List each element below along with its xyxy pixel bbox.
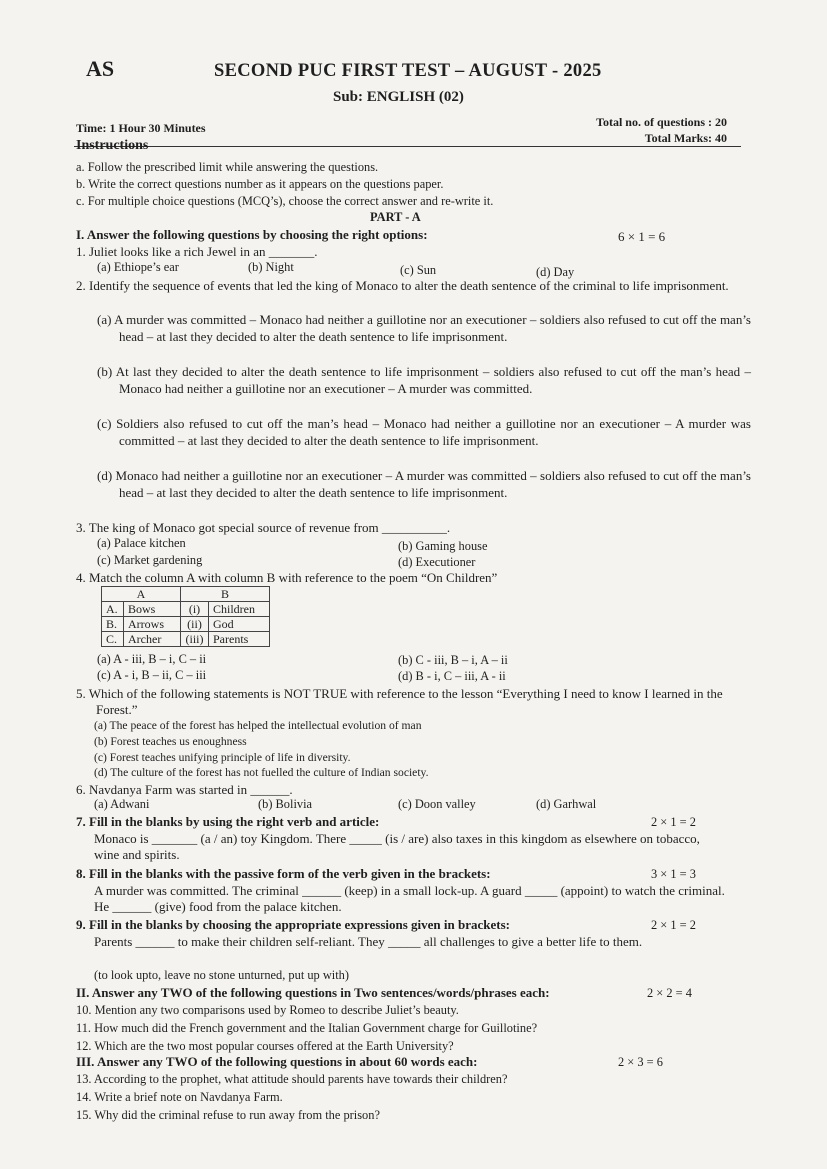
question-7-body: Monaco is _______ (a / an) toy Kingdom. There _____ (is / are) also taxes in this kingdom as elsewhere on tobacco, wine and spirits.	[94, 831, 700, 862]
option-d: (d) Monaco had neither a guillotine nor an executioner – A murder was committed – soldiers also refused to cut off the man’s head – at last they decided to alter the death sentence to life imprisonment.	[97, 468, 751, 500]
option-d: (d) The culture of the forest has not fuelled the culture of Indian society.	[94, 766, 429, 779]
option-a: (a) A - iii, B – i, C – ii	[97, 652, 207, 666]
table-row	[102, 632, 270, 647]
option-d: (d) Garhwal	[536, 797, 597, 811]
question-2: 2. Identify the sequence of events that led the king of Monaco to alter the death sentence of the criminal to life imprisonment.	[76, 278, 729, 293]
option-c: (c) Soldiers also refused to cut off the man’s head – Monaco had neither a guillotine nor an executioner – A murder was committed – at last they decided to alter the death sentence to life imprisonment.	[97, 416, 751, 448]
section-3-heading: III. Answer any TWO of the following questions in about 60 words each:	[76, 1054, 478, 1069]
question-6: 6. Navdanya Farm was started in ______.	[76, 782, 293, 797]
option-a: (a) Palace kitchen	[97, 536, 186, 550]
question-15: 15. Why did the criminal refuse to run away from the prison?	[76, 1108, 380, 1122]
question-12: 12. Which are the two most popular courses offered at the Earth University?	[76, 1039, 454, 1053]
subject-line: Sub: ENGLISH (02)	[333, 89, 464, 105]
header-divider	[74, 146, 741, 147]
option-c: (c) A - i, B – ii, C – iii	[97, 668, 207, 682]
option-a: (a) The peace of the forest has helped the intellectual evolution of man	[94, 719, 422, 732]
option-b: (b) Bolivia	[258, 797, 313, 811]
paper-code: AS	[86, 56, 115, 81]
column-b-cell: Parents	[209, 632, 270, 647]
question-8-heading: 8. Fill in the blanks with the passive form of the verb given in the brackets:	[76, 866, 491, 881]
instruction-item: a. Follow the prescribed limit while answering the questions.	[76, 160, 379, 174]
row-number: (iii)	[181, 632, 209, 647]
total-questions: Total no. of questions : 20	[596, 115, 727, 129]
instructions-heading: Instructions	[76, 138, 149, 153]
option-b: (b) Gaming house	[398, 539, 488, 553]
question-8-body: A murder was committed. The criminal ______ (keep) in a small lock-up. A guard _____ (appoint) to watch the criminal. He ______ (give) food from the palace kitchen.	[94, 883, 725, 914]
option-b: (b) Forest teaches us enoughness	[94, 735, 247, 748]
question-9-heading: 9. Fill in the blanks by choosing the appropriate expressions given in brackets:	[76, 917, 510, 932]
question-10: 10. Mention any two comparisons used by Romeo to describe Juliet’s beauty.	[76, 1003, 459, 1017]
time-duration: Time: 1 Hour 30 Minutes	[76, 121, 206, 135]
table-row	[102, 602, 270, 617]
row-number: (ii)	[181, 617, 209, 632]
question-9-body: Parents ______ to make their children self-reliant. They _____ all challenges to give a better life to them.	[94, 934, 643, 949]
question-9-marks: 2 × 1 = 2	[651, 918, 696, 932]
section-2-heading: II. Answer any TWO of the following questions in Two sentences/words/phrases each:	[76, 985, 550, 1000]
instruction-item: c. For multiple choice questions (MCQ’s), choose the correct answer and re-write it.	[76, 194, 494, 208]
row-letter: B.	[102, 617, 124, 632]
column-b-cell: God	[209, 617, 270, 632]
question-9-options: (to look upto, leave no stone unturned, put up with)	[94, 968, 350, 982]
option-b: (b) C - iii, B – i, A – ii	[398, 653, 508, 667]
option-b: (b) At last they decided to alter the death sentence to life imprisonment – soldiers also refused to cut off the man’s head – Monaco had neither a guillotine nor an executioner – A murder was committed.	[97, 364, 751, 396]
instruction-item: b. Write the correct questions number as it appears on the questions paper.	[76, 177, 444, 191]
option-d: (d) Executioner	[398, 555, 476, 569]
question-5: 5. Which of the following statements is NOT TRUE with reference to the lesson “Everything I need to know I learned in the Forest.”	[76, 686, 723, 717]
column-a-cell: Bows	[124, 602, 181, 617]
column-a-cell: Archer	[124, 632, 181, 647]
option-a: (a) Ethiope’s ear	[97, 260, 179, 274]
section-2-marks: 2 × 2 = 4	[647, 986, 692, 1000]
exam-title: SECOND PUC FIRST TEST – AUGUST - 2025	[214, 61, 602, 81]
question-11: 11. How much did the French government and the Italian Government charge for Guillotine?	[76, 1021, 538, 1035]
total-marks: Total Marks: 40	[644, 131, 727, 145]
section-3-marks: 2 × 3 = 6	[618, 1055, 663, 1069]
option-c: (c) Doon valley	[398, 797, 476, 811]
part-heading: PART - A	[370, 210, 421, 224]
section-1-heading: I. Answer the following questions by choosing the right options:	[76, 227, 428, 242]
match-table	[101, 586, 270, 647]
option-c: (c) Forest teaches unifying principle of life in diversity.	[94, 751, 351, 764]
option-a: (a) A murder was committed – Monaco had neither a guillotine nor an executioner – soldiers also refused to cut off the man’s head – at last they decided to alter the death sentence to life imprisonment.	[97, 312, 751, 344]
option-b: (b) Night	[248, 260, 294, 274]
question-3: 3. The king of Monaco got special source of revenue from __________.	[76, 520, 451, 535]
question-8-marks: 3 × 1 = 3	[651, 867, 696, 881]
table-row	[102, 617, 270, 632]
question-7-marks: 2 × 1 = 2	[651, 815, 696, 829]
column-a-cell: Arrows	[124, 617, 181, 632]
question-4: 4. Match the column A with column B with reference to the poem “On Children”	[76, 570, 498, 585]
question-1: 1. Juliet looks like a rich Jewel in an _______.	[76, 244, 318, 259]
column-b-header: B	[181, 587, 270, 602]
row-letter: C.	[102, 632, 124, 647]
section-1-marks: 6 × 1 = 6	[618, 229, 666, 244]
question-7-heading: 7. Fill in the blanks by using the right verb and article:	[76, 814, 380, 829]
column-b-cell: Children	[209, 602, 270, 617]
option-d: (d) Day	[536, 265, 575, 279]
row-letter: A.	[102, 602, 124, 617]
row-number: (i)	[181, 602, 209, 617]
option-d: (d) B - i, C – iii, A - ii	[398, 669, 506, 683]
question-13: 13. According to the prophet, what attitude should parents have towards their children?	[76, 1072, 508, 1086]
option-a: (a) Adwani	[94, 797, 150, 811]
option-c: (c) Sun	[400, 263, 437, 277]
column-a-header: A	[102, 587, 181, 602]
option-c: (c) Market gardening	[97, 553, 203, 567]
question-14: 14. Write a brief note on Navdanya Farm.	[76, 1090, 283, 1104]
